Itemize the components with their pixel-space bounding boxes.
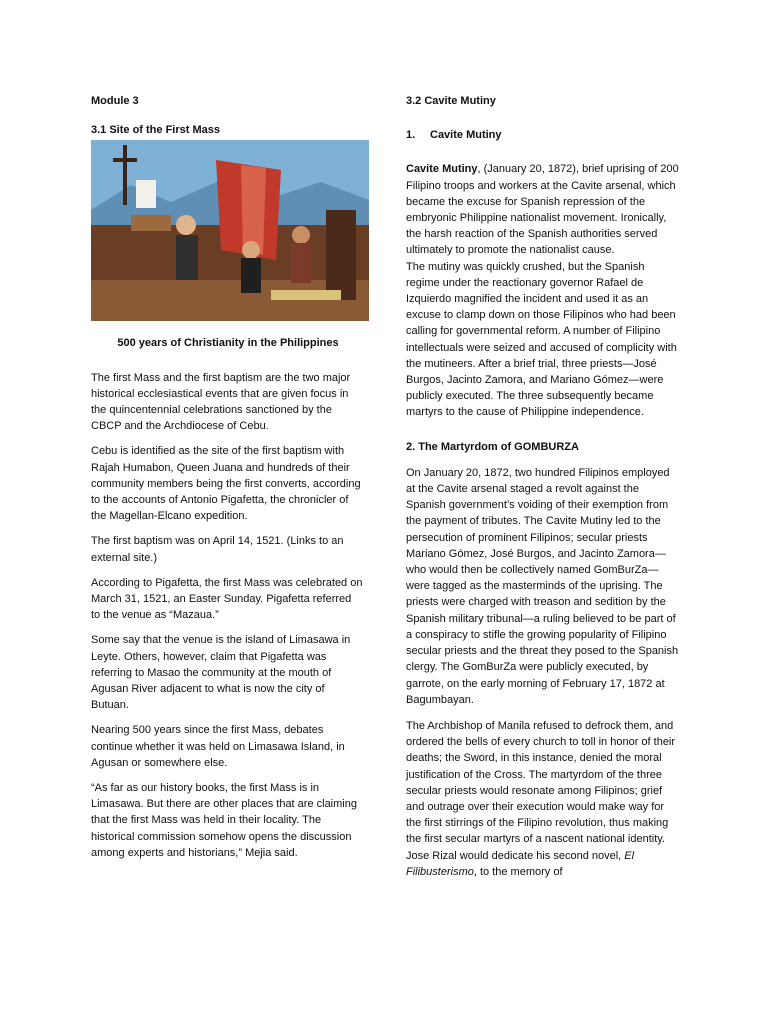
first-mass-painting [91,140,369,321]
section-heading-cavite-mutiny: 3.2 Cavite Mutiny [406,95,496,107]
paragraph [406,161,680,258]
painting-caption: 500 years of Christianity in the Philippines [117,337,339,350]
section-heading-first-mass: 3.1 Site of the First Mass [91,124,220,137]
novel-title: El Filibusterismo [406,849,635,878]
paragraph [406,718,680,880]
paragraph: The first baptism was on April 14, 1521. (Links to an external site.) [91,535,344,564]
left-column [91,93,363,870]
paragraph: The mutiny was quickly crushed, but the Spanish regime under the reactionary governor Rafael de Izquierdo magnified the incident and used it as an excuse to clamp down on those Filipinos who had been calling for governmental reform. A number of Filipino intellectuals were seized and accused of complicity with the mutineers. After a brief trial, three priests—José Burgos, Jacinto Zamora, and Mariano Gómez—were publicly executed. The three subsequently became martyrs to the cause of Philippine independence. [406,260,677,419]
subheading-text: Cavite Mutiny [430,129,502,142]
paragraph: On January 20, 1872, two hundred Filipinos employed at the Cavite arsenal staged a revolt against the Spanish government’s voiding of their exemption from the payment of tributes. The Cavite Mutiny led to the persecution of prominent Filipinos; secular priests Mariano Gómez, José Burgos, and Jacinto Zamora—who would then be collectively named GomBurZa—were tagged as the masterminds of the uprising. The priests were charged with treason and sedition by the Spanish military tribunal—a ruling believed to be part of a conspiracy to stifle the growing popularity of Filipino secular priests and the threat they posed to the Spanish clergy. The GomBurZa were publicly executed, by garrote, on the early morning of February 17, 1872 at Bagumbayan. [406,466,679,706]
paragraph: Nearing 500 years since the first Mass, debates continue whether it was held on Limasawa Island, in Agusan or somewhere else. [91,724,345,769]
bold-term: Cavite Mutiny [406,163,478,176]
paragraph: “As far as our history books, the first Mass is in Limasawa. But there are other places that are claiming that the first Mass was held in their locality. The historical commission somehow opens the discussion among experts and historians,” Mejia said. [91,782,357,859]
paragraph-text: The Archbishop of Manila refused to defrock them, and ordered the bells of every church to toll in honor of their deaths; the Sword, in this instance, denied the moral justification of the Cross. The martyrdom of the three secular priests would resonate among Filipinos; grief and outrage over their execution would make way for the first stirrings of the Filipino revolution, thus making the first secular martyrs of a nascent national identity. Jose Rizal would dedicate his second novel, [406,719,676,862]
module-title: Module 3 [91,95,139,107]
subheading-gomburza: 2. The Martyrdom of GOMBURZA [406,440,579,453]
paragraph: Cebu is identified as the site of the first baptism with Rajah Humabon, Queen Juana and hundreds of their community members being the first converts, according to the accounts of Antonio Pigafetta, the chronicler of the Magellan-Elcano expedition. [91,445,361,523]
right-column [406,93,680,880]
paragraph: The first Mass and the first baptism are the two major historical ecclesiastical events that are given focus in the quincentennial celebrations sanctioned by the CBCP and the Archdiocese of Cebu. [91,371,351,433]
paragraph-text: , to the memory of [473,865,563,878]
paragraph: According to Pigafetta, the first Mass was celebrated on March 31, 1521, an Easter Sunday. Pigafetta referred to the venue as “Mazaua.” [91,576,363,622]
painting-illustration [91,140,369,321]
subheading-cavite-mutiny [406,127,680,143]
paragraph: Some say that the venue is the island of Limasawa in Leyte. Others, however, claim that Pigafetta was referring to Masao the community at the mouth of Agusan River adjacent to what is now the city of Butuan. [91,634,351,712]
subheading-number: 1. [406,129,416,142]
paragraph-text: , (January 20, 1872), brief uprising of 200 Filipino troops and workers at the Cavite arsenal, which became the excuse for Spanish repression of the embryonic Philippine nationalist movement. Ironically, the harsh reaction of the Spanish authorities served ultimately to promote the nationalist cause. [406,163,679,257]
